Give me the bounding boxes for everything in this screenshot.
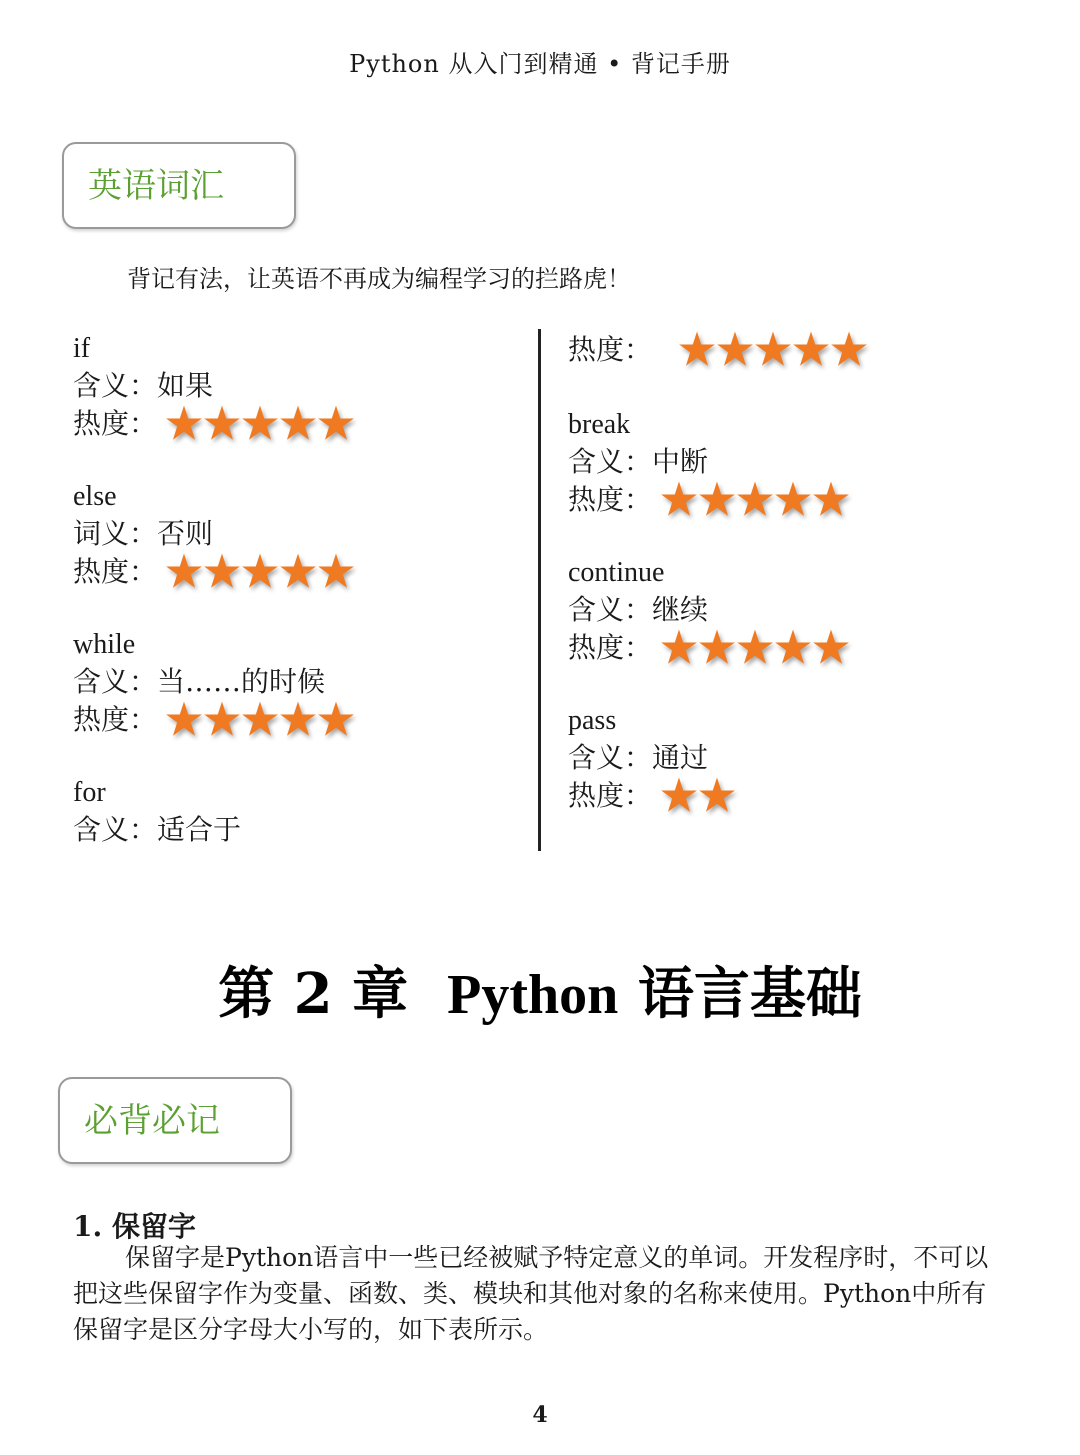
vocab-meaning [568,591,1048,628]
vocab-entry [568,554,1048,666]
vocab-meaning [73,663,513,700]
star-icon [736,628,774,666]
page-number: 4 [532,1402,548,1428]
vocab-entry [568,406,1048,518]
column-divider [538,329,541,851]
star-icon [678,330,716,368]
meaning-value: 中断 [652,445,709,478]
star-icon [241,404,279,442]
star-icon [716,330,754,368]
heat-row [568,330,1048,368]
vocab-meaning [73,515,513,552]
meaning-value: 继续 [652,593,709,626]
vocab-entry [73,774,513,848]
meaning-label: 含义： [73,813,158,846]
vocab-meaning [73,367,513,404]
heat-label: 热度： [568,482,653,516]
star-icon [698,628,736,666]
vocab-right-column [568,330,1048,850]
vocab-word: if [73,333,91,364]
subsection-title: 1. 保留字 [73,1210,196,1243]
heat-stars [165,700,355,738]
heat-stars [678,330,868,368]
heat-stars [660,480,850,518]
star-icon [279,700,317,738]
meaning-label: 含义： [73,369,158,402]
meaning-value: 当……的时候 [157,665,326,698]
star-icon [203,552,241,590]
running-header: Python 从入门到精通 • 背记手册 [349,50,731,78]
vocab-entry [73,626,513,738]
star-icon [241,700,279,738]
heat-label: 热度： [73,702,158,736]
star-icon [165,404,203,442]
chapter-title-cn: 语言基础 [637,961,862,1027]
body-paragraph: 保留字是Python语言中一些已经被赋予特定意义的单词。开发程序时，不可以把这些保留字作为变量、函数、类、模块和其他对象的名称来使用。Python中所有保留字是区分字母大小写的，如下表所示。 [73,1243,989,1344]
chapter-title [0,950,1080,1030]
vocab-entry [73,330,513,442]
heat-row [73,700,513,738]
heat-label: 热度： [568,778,653,812]
star-icon [203,404,241,442]
vocab-meaning [568,739,1048,776]
heat-stars [165,404,355,442]
star-icon [774,480,812,518]
vocab-entry [568,702,1048,814]
star-icon [660,776,698,814]
vocab-word: continue [568,557,665,588]
star-icon [812,480,850,518]
star-icon [203,700,241,738]
star-icon [830,330,868,368]
chapter-title-en: Python [447,964,619,1026]
heat-row [568,776,1048,814]
vocab-word: else [73,481,117,512]
meaning-label: 含义： [568,445,653,478]
star-icon [279,552,317,590]
meaning-label: 含义： [568,593,653,626]
vocab-word: pass [568,705,617,736]
star-icon [660,480,698,518]
star-icon [660,628,698,666]
star-icon [317,404,355,442]
meaning-value: 如果 [157,369,214,402]
star-icon [774,628,812,666]
heat-row [568,628,1048,666]
star-icon [317,552,355,590]
star-icon [736,480,774,518]
star-icon [165,700,203,738]
heat-stars [165,552,355,590]
heat-label: 热度： [568,332,653,366]
star-icon [698,776,736,814]
star-icon [241,552,279,590]
section-title-vocabulary: 英语词汇 [62,142,296,229]
section-title-must-remember: 必背必记 [58,1077,292,1164]
star-icon [812,628,850,666]
star-icon [317,700,355,738]
heat-row [73,404,513,442]
intro-text: 背记有法，让英语不再成为编程学习的拦路虎！ [127,265,631,293]
vocab-left-column [73,330,513,884]
vocab-word: break [568,409,631,440]
heat-label: 热度： [568,630,653,664]
heat-row [73,552,513,590]
star-icon [279,404,317,442]
meaning-label: 含义： [73,665,158,698]
star-icon [698,480,736,518]
meaning-value: 适合于 [157,813,242,846]
heat-row [568,480,1048,518]
heat-stars [660,628,850,666]
meaning-value: 否则 [157,517,214,550]
heat-label: 热度： [73,554,158,588]
star-icon [754,330,792,368]
vocab-word: for [73,777,106,808]
heat-label: 热度： [73,406,158,440]
meaning-label: 含义： [568,741,653,774]
star-icon [165,552,203,590]
meaning-label: 词义： [73,517,158,550]
star-icon [792,330,830,368]
chapter-prefix: 第 2 章 [218,961,409,1027]
meaning-value: 通过 [652,741,709,774]
vocab-entry [73,478,513,590]
vocab-word: while [73,629,136,660]
vocab-meaning [568,443,1048,480]
vocab-entry-continued [568,330,1048,368]
heat-stars [660,776,736,814]
vocab-meaning [73,811,513,848]
